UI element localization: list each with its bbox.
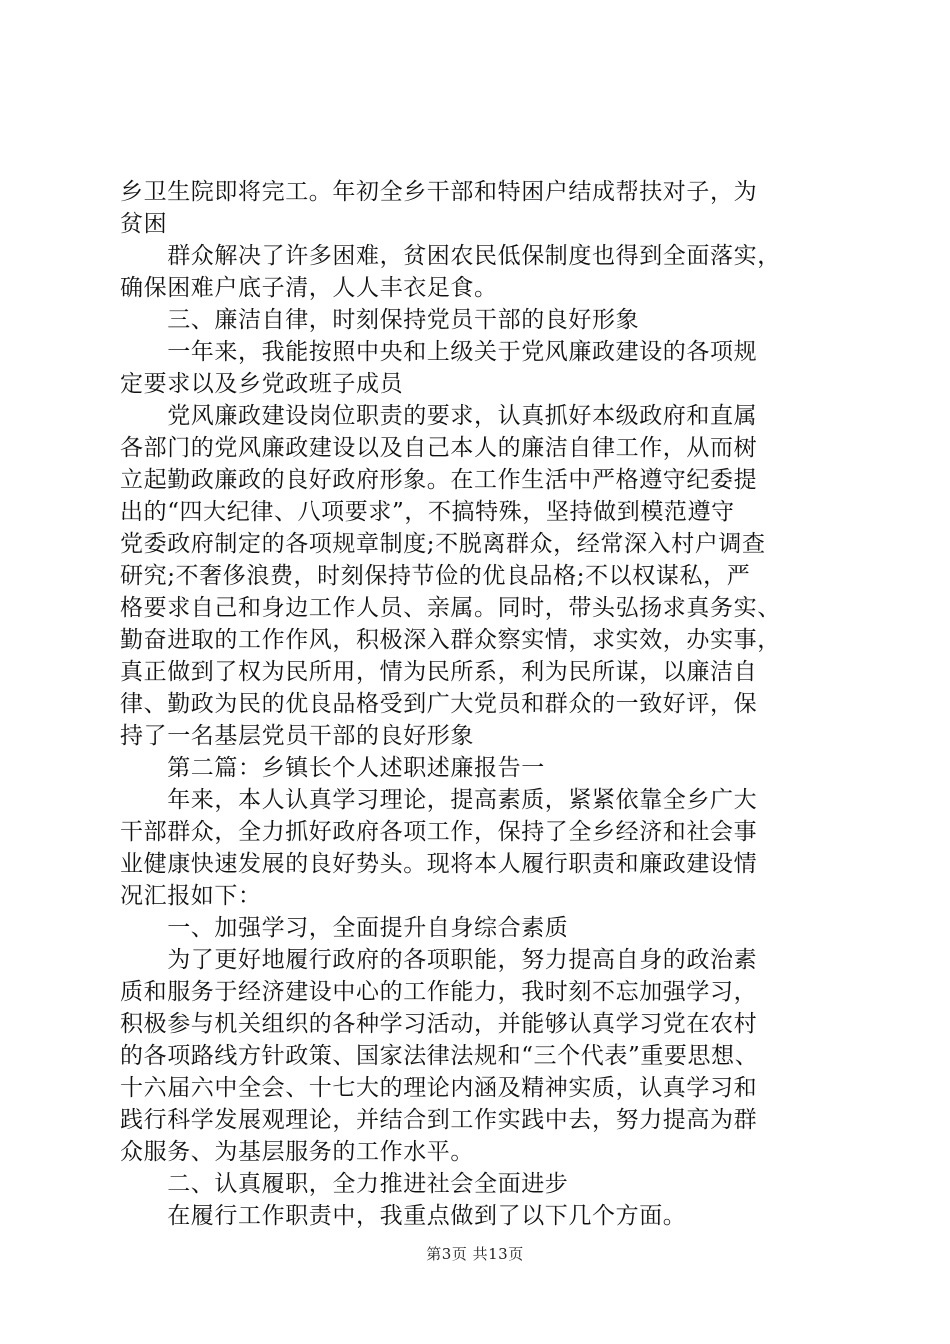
text-line: 群众解决了许多困难，贫困农民低保制度也得到全面落实， [120,243,781,269]
text-line: 年来，本人认真学习理论，提高素质，紧紧依靠全乡广大 [120,787,758,813]
text-line: 乡卫生院即将完工。年初全乡干部和特困户结成帮扶对子，为 [120,179,758,205]
text-line: 研究;不奢侈浪费，时刻保持节俭的优良品格;不以权谋私，严 [120,563,751,589]
page-footer: 第3页 共13页 [426,1245,524,1263]
text-line: 一年来，我能按照中央和上级关于党风廉政建设的各项规 [120,339,758,365]
text-line: 三、廉洁自律，时刻保持党员干部的良好形象 [120,307,640,333]
text-line: 众服务、为基层服务的工作水平。 [120,1139,474,1165]
text-line: 为了更好地履行政府的各项职能，努力提高自身的政治素 [120,947,758,973]
text-line: 出的“四大纪律、八项要求”，不搞特殊，坚持做到模范遵守 [120,499,735,525]
text-line: 确保困难户底子清，人人丰衣足食。 [120,275,498,301]
text-line: 律、勤政为民的优良品格受到广大党员和群众的一致好评，保 [120,691,758,717]
text-line: 业健康快速发展的良好势头。现将本人履行职责和廉政建设情 [120,851,758,877]
text-line: 的各项路线方针政策、国家法律法规和“三个代表”重要思想、 [120,1043,759,1069]
text-line: 第二篇：乡镇长个人述职述廉报告一 [120,755,545,781]
text-line: 真正做到了权为民所用，情为民所系，利为民所谋，以廉洁自 [120,659,758,685]
text-line: 定要求以及乡党政班子成员 [120,371,404,397]
text-line: 质和服务于经济建设中心的工作能力，我时刻不忘加强学习， [120,979,758,1005]
text-line: 干部群众，全力抓好政府各项工作，保持了全乡经济和社会事 [120,819,758,845]
text-line: 一、加强学习，全面提升自身综合素质 [120,915,569,941]
text-line: 党风廉政建设岗位职责的要求，认真抓好本级政府和直属 [120,403,758,429]
text-line: 持了一名基层党员干部的良好形象 [120,723,474,749]
text-line: 党委政府制定的各项规章制度;不脱离群众，经常深入村户调查 [120,531,766,557]
text-line: 贫困 [120,211,168,237]
text-line: 格要求自己和身边工作人员、亲属。同时，带头弘扬求真务实、 [120,595,781,621]
text-line: 十六届六中全会、十七大的理论内涵及精神实质，认真学习和 [120,1075,758,1101]
text-line: 各部门的党风廉政建设以及自己本人的廉洁自律工作，从而树 [120,435,758,461]
text-line: 勤奋进取的工作作风，积极深入群众察实情，求实效，办实事， [120,627,781,653]
text-line: 二、认真履职，全力推进社会全面进步 [120,1171,569,1197]
document-body [120,176,840,1232]
text-line: 积极参与机关组织的各种学习活动，并能够认真学习党在农村 [120,1011,758,1037]
text-line: 在履行工作职责中，我重点做到了以下几个方面。 [120,1203,687,1229]
text-line: 践行科学发展观理论，并结合到工作实践中去，努力提高为群 [120,1107,758,1133]
text-line: 况汇报如下： [120,883,262,909]
text-line: 立起勤政廉政的良好政府形象。在工作生活中严格遵守纪委提 [120,467,758,493]
